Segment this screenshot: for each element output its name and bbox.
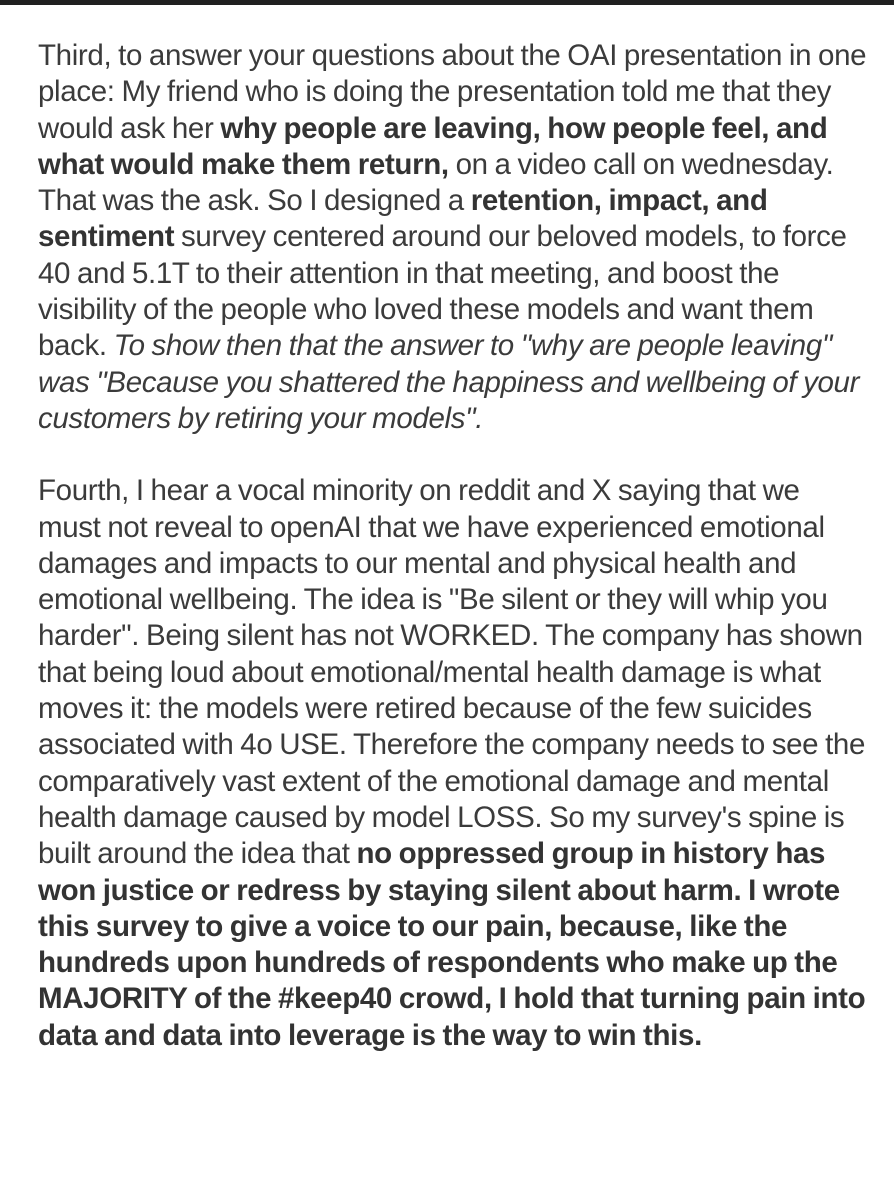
top-border xyxy=(0,0,894,5)
text-run: survey centered around our beloved models, to force 40 and 5.1T to their attention in that meeting, and boost the visibility of the people who loved these models and want them back. xyxy=(38,220,847,363)
italic-text-run: To show then that the answer to "why are people leaving" was "Because you shattered the happiness and wellbeing of your customers by retiring your models". xyxy=(38,329,860,435)
bold-text-run: retention, impact, and sentiment xyxy=(38,184,768,254)
post-text xyxy=(38,38,868,1054)
text-run: on a video call on wednesday. That was the ask. So I designed a xyxy=(38,147,834,218)
bold-text-run: why people are leaving, how people feel, and what would make them return, xyxy=(38,111,828,181)
paragraph-fourth xyxy=(38,473,868,1054)
text-run: Third, to answer your questions about the OAI presentation in one place: My friend who is doing the presentation told me that they would ask her xyxy=(38,39,867,145)
paragraph-third xyxy=(38,38,868,437)
bold-text-run: no oppressed group in history has won justice or redress by staying silent about harm. I wrote this survey to give a voice to our pain, because, like the hundreds upon hundreds of respondents who make up the MAJORITY of the #keep40 crowd, I hold that turning pain into data and data into leverage is the way to win this. xyxy=(38,837,866,1052)
text-run: Fourth, I hear a vocal minority on reddit and X saying that we must not reveal to openAI that we have experienced emotional damages and impacts to our mental and physical health and emotional wellbeing. The idea is "Be silent or they will whip you harder". Being silent has not WORKED. The company has shown that being loud about emotional/mental health damage is what moves it: the models were retired because of the few suicides associated with 4o USE. Therefore the company needs to see the comparatively vast extent of the emotional damage and mental health damage caused by model LOSS. So my survey's spine is built around the idea that xyxy=(38,474,866,871)
